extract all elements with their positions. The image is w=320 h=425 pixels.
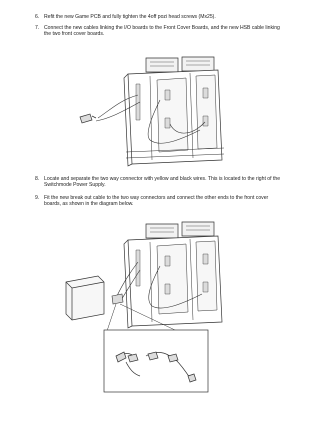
power-supply-box	[66, 276, 104, 320]
step-number: 8.	[35, 176, 40, 182]
step-text: Refit the new Game PCB and fully tighten the 4off pozi head screws (Mx25).	[44, 14, 216, 20]
cabinet-body	[124, 236, 222, 328]
connector-detail-inset	[104, 330, 208, 392]
step-number: 9.	[35, 195, 40, 201]
step-number: 6.	[35, 14, 40, 20]
step-number: 7.	[35, 25, 40, 31]
step-text: Locate and separate the two way connector with yellow and black wires. This is located to the right of the Switchmode Power Supply.	[44, 176, 281, 189]
step-text: Fit the new break out cable to the two way connectors and connect the other ends to the front cover boards, as shown in the diagram below.	[44, 195, 269, 208]
step-text: Connect the new cables linking the I/O boards to the Front Cover Boards, and the new HSB cable linking the two front cover boards.	[44, 25, 280, 38]
top-boxes	[146, 222, 214, 238]
